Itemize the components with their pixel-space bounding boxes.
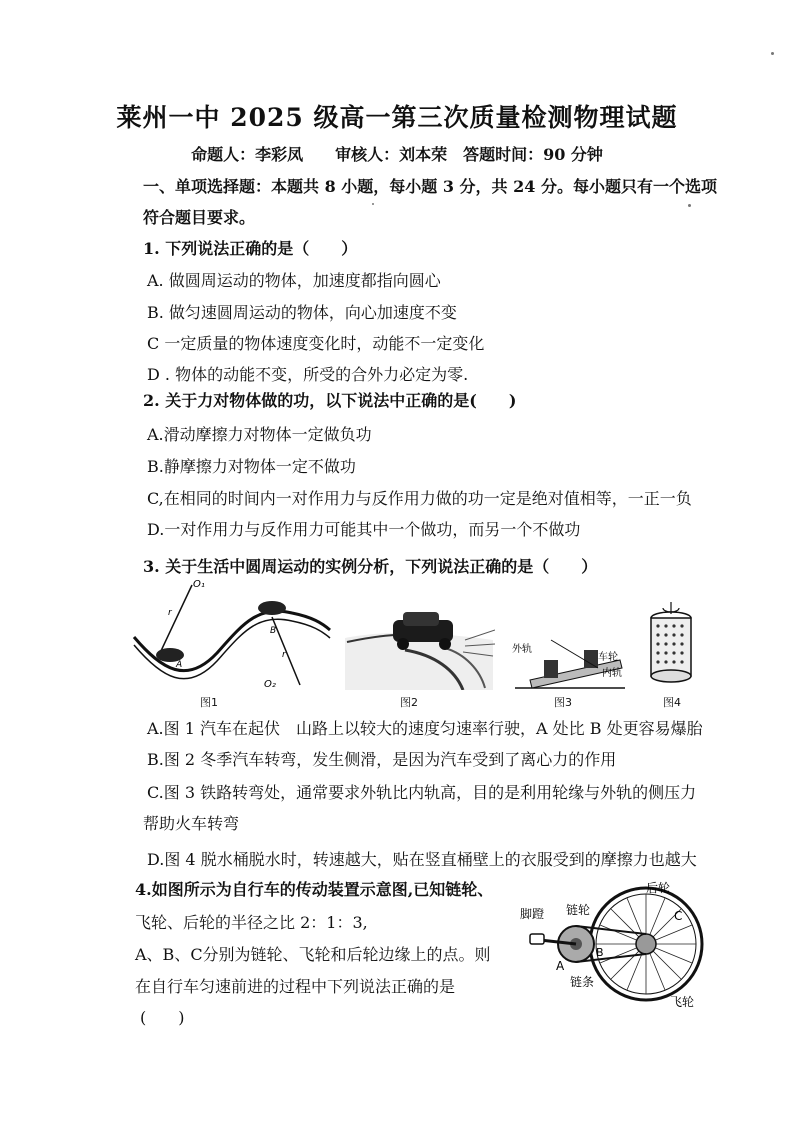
question-1-option-c: C 一定质量的物体速度变化时，动能不一定变化 bbox=[147, 334, 485, 353]
figure-1-caption: 图1 bbox=[200, 696, 218, 709]
question-4-line-2: 飞轮、后轮的半径之比 2：1：3, bbox=[135, 913, 368, 932]
fig3-label-inner-rail: 内轨 bbox=[602, 668, 622, 679]
question-1-stem: 1. 下列说法正确的是（ ） bbox=[143, 239, 358, 258]
question-2-option-a: A.滑动摩擦力对物体一定做负功 bbox=[147, 425, 372, 444]
section-heading-cont: 符合题目要求。 bbox=[143, 208, 256, 227]
figure-4-spin-drum bbox=[648, 602, 694, 688]
fig1-label-o1: O₁ bbox=[193, 579, 205, 590]
question-2-option-b: B.静摩擦力对物体一定不做功 bbox=[147, 457, 356, 476]
section-heading: 一、单项选择题：本题共 8 小题，每小题 3 分，共 24 分。每小题只有一个选项 bbox=[143, 177, 717, 196]
bicycle-label-flywheel: 飞轮 bbox=[670, 995, 695, 1009]
question-3-stem: 3. 关于生活中圆周运动的实例分析，下列说法正确的是（ ） bbox=[143, 557, 598, 576]
fig3-label-wheel: 车轮 bbox=[598, 652, 618, 663]
question-3-option-a: A.图 1 汽车在起伏 山路上以较大的速度匀速率行驶，A 处比 B 处更容易爆胎 bbox=[147, 719, 703, 738]
scan-speck bbox=[372, 203, 374, 205]
question-3-option-b: B.图 2 冬季汽车转弯，发生侧滑，是因为汽车受到了离心力的作用 bbox=[147, 750, 617, 769]
figure-3-rail-curve bbox=[510, 630, 630, 692]
fig3-label-outer-rail: 外轨 bbox=[512, 644, 532, 655]
question-4-line-5: ( ) bbox=[140, 1008, 185, 1027]
bicycle-transmission-figure bbox=[518, 878, 708, 1013]
question-2-option-c: C,在相同的时间内一对作用力与反作用力做的功一定是绝对值相等，一正一负 bbox=[147, 489, 692, 508]
figure-2-skidding-car bbox=[345, 610, 495, 690]
figure-1-hill-road bbox=[132, 575, 332, 695]
question-3-option-c-cont: 帮助火车转弯 bbox=[143, 814, 240, 833]
fig1-label-r1: r bbox=[168, 608, 172, 618]
fig1-label-r2: r bbox=[282, 650, 286, 660]
bicycle-label-point-c: C bbox=[674, 909, 683, 923]
question-4-line-3: A、B、C分别为链轮、飞轮和后轮边缘上的点。则 bbox=[135, 945, 491, 964]
question-1-option-d: D . 物体的动能不变，所受的合外力必定为零. bbox=[147, 365, 469, 384]
exam-title: 莱州一中 2025 级高一第三次质量检测物理试题 bbox=[116, 103, 678, 132]
question-3-option-c: C.图 3 铁路转弯处，通常要求外轨比内轨高，目的是利用轮缘与外轨的侧压力 bbox=[147, 783, 697, 802]
question-2-option-d: D.一对作用力与反作用力可能其中一个做功，而另一个不做功 bbox=[147, 520, 581, 539]
question-1-option-a: A. 做圆周运动的物体，加速度都指向圆心 bbox=[147, 271, 441, 290]
fig1-label-a: A bbox=[176, 660, 183, 670]
figure-3-caption: 图3 bbox=[554, 696, 572, 709]
question-3-option-d: D.图 4 脱水桶脱水时，转速越大，贴在竖直桶壁上的衣服受到的摩擦力也越大 bbox=[147, 850, 697, 869]
bicycle-label-rear-wheel: 后轮 bbox=[646, 881, 671, 895]
question-2-stem: 2. 关于力对物体做的功，以下说法中正确的是( ) bbox=[143, 391, 517, 410]
scan-speck bbox=[688, 204, 691, 207]
bicycle-label-pedal: 脚蹬 bbox=[520, 907, 545, 921]
author-line: 命题人：李彩凤 审核人：刘本荣 答题时间：90 分钟 bbox=[191, 145, 603, 164]
fig1-label-o2: O₂ bbox=[264, 679, 276, 690]
figure-4-caption: 图4 bbox=[663, 696, 681, 709]
question-4-line-4: 在自行车匀速前进的过程中下列说法正确的是 bbox=[135, 977, 456, 996]
bicycle-label-chainring: 链轮 bbox=[566, 903, 591, 917]
fig1-label-b: B bbox=[270, 626, 277, 636]
bicycle-label-point-b: B bbox=[596, 946, 604, 959]
bicycle-label-chain: 链条 bbox=[570, 975, 595, 989]
question-4-line-1: 4.如图所示为自行车的传动装置示意图,已知链轮、 bbox=[135, 880, 494, 899]
figure-2-caption: 图2 bbox=[400, 696, 418, 709]
question-1-option-b: B. 做匀速圆周运动的物体，向心加速度不变 bbox=[147, 303, 457, 322]
bicycle-label-point-a: A bbox=[556, 959, 565, 973]
scan-speck bbox=[771, 52, 774, 55]
